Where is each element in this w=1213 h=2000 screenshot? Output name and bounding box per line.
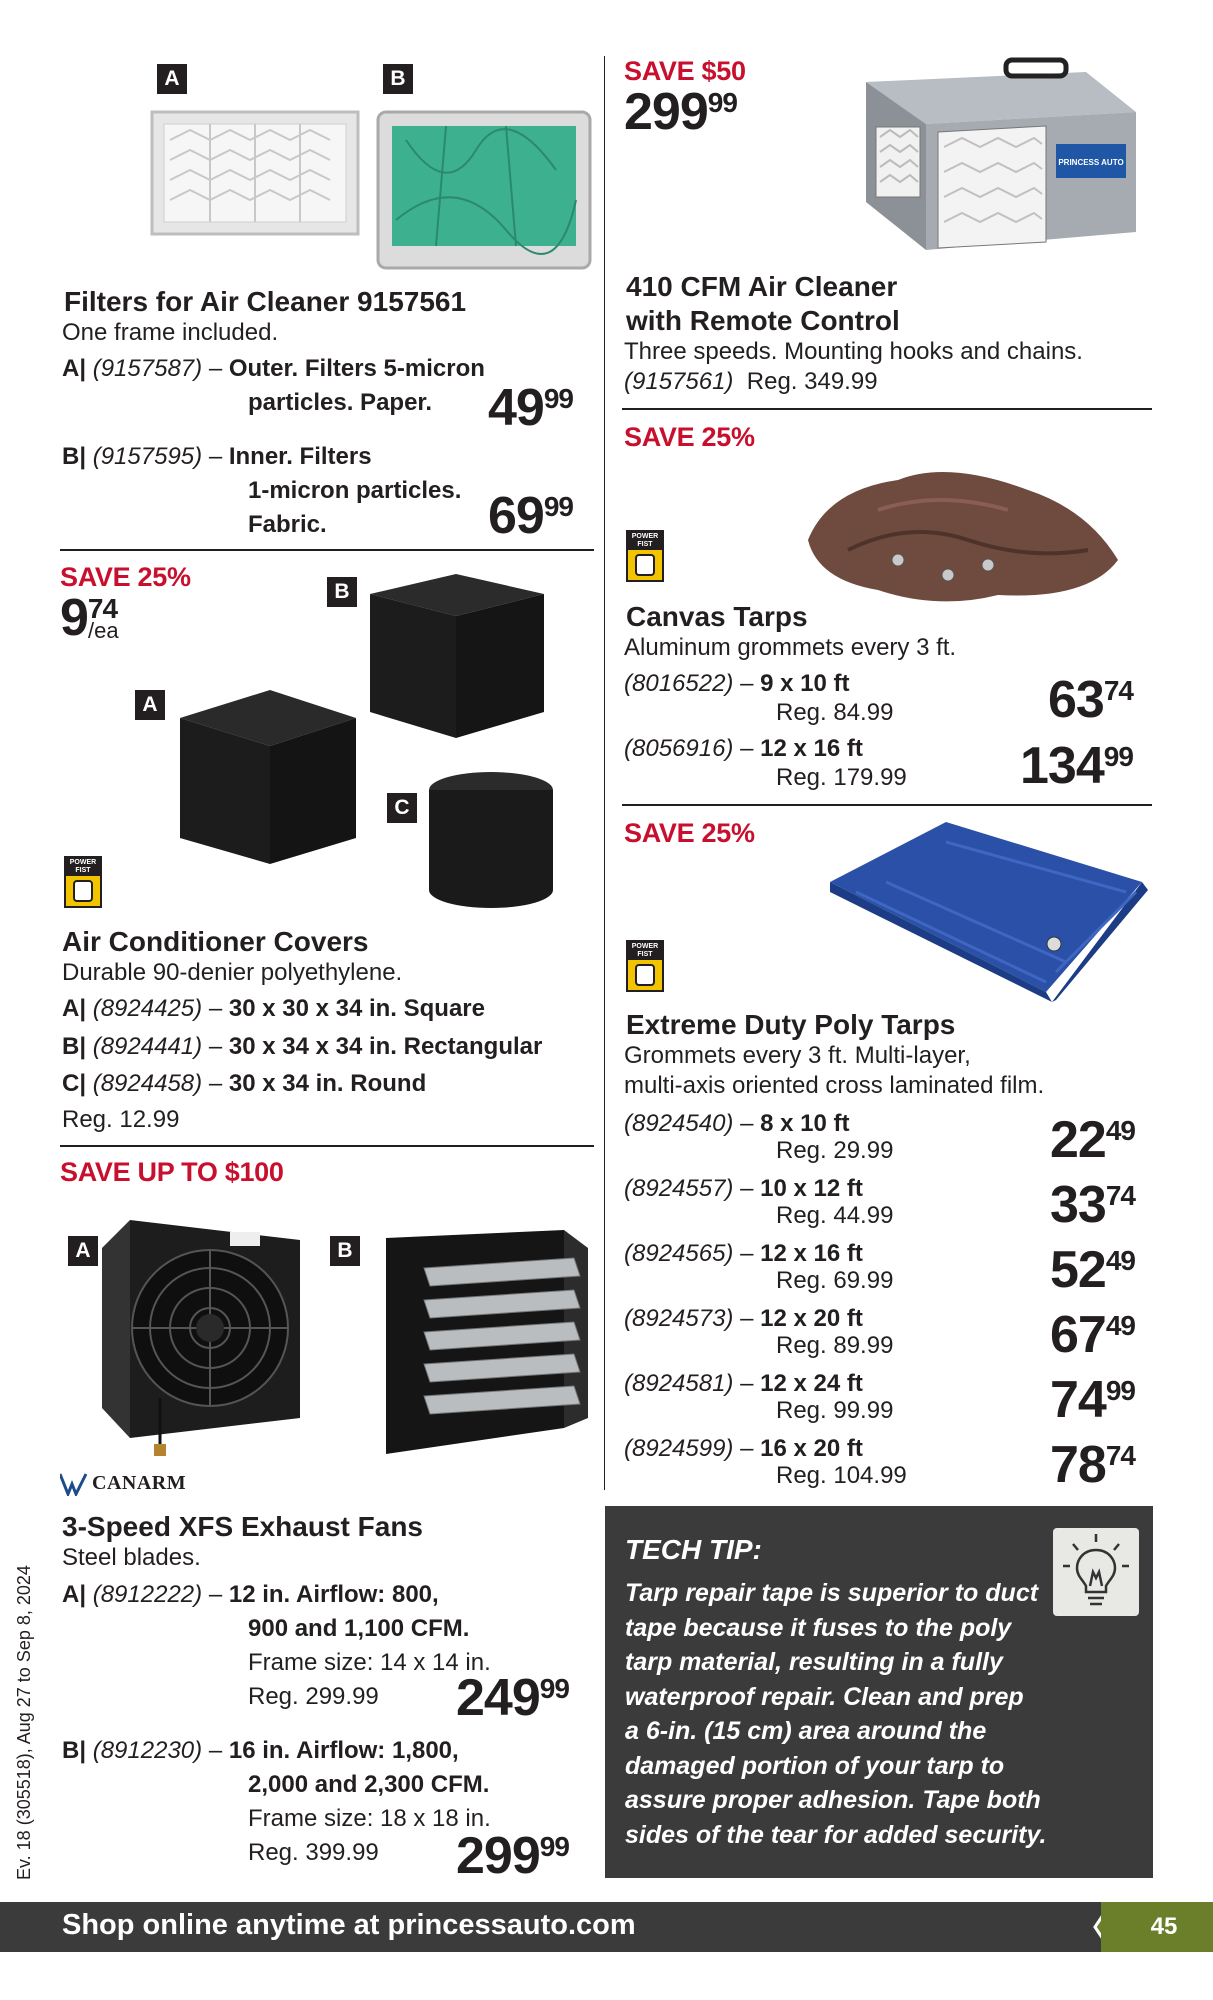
canvas-tarp-image [788,450,1138,620]
filters-item-a-line2 [248,387,432,418]
fan-b-frame: Frame size: 18 x 18 in. [248,1805,491,1832]
power-fist-logo [626,940,664,992]
filters-title: Filters for Air Cleaner 9157561 [64,286,467,317]
price-cents: 99 [543,491,573,522]
price-cents: 49 [1105,1310,1135,1341]
badge-b: B [383,64,413,94]
ac-covers-desc: Durable 90-denier polyethylene. [62,959,403,986]
poly-tarp-price [1050,1111,1135,1169]
item-letter: B| [62,443,87,470]
item-letter: B| [62,1033,87,1060]
item-sku: (8924425) [92,995,203,1022]
badge-a: A [68,1236,98,1266]
section-divider [622,408,1152,410]
item-letter: A| [62,1581,87,1608]
item-sku: (8924573) [624,1305,734,1332]
item-dash: – [740,1175,754,1202]
item-spec: Fabric. [248,511,327,538]
item-spec: 900 and 1,100 CFM. [248,1615,470,1642]
poly-tarp-reg: Reg. 104.99 [776,1462,907,1489]
price-cents: 99 [539,1831,569,1862]
item-spec: 16 in. Airflow: 1,800, [228,1737,459,1764]
item-spec: 1-micron particles. [248,477,462,504]
item-spec: 16 x 20 ft [760,1435,863,1462]
fabric-filter-image [376,110,592,270]
price-cents: 74 [1103,675,1133,706]
fan-b-line1 [62,1735,459,1766]
price-dollars: 67 [1050,1306,1106,1364]
canvas-tarps-desc: Aluminum grommets every 3 ft. [624,634,957,661]
item-spec: 10 x 12 ft [760,1175,863,1202]
tech-tip-title: TECH TIP: [625,1534,762,1565]
price-dollars: 249 [456,1669,540,1727]
air-cleaner-desc: Three speeds. Mounting hooks and chains. [624,338,1083,365]
fist-icon [73,880,93,902]
page-number: 45 [1101,1902,1213,1952]
tech-tip-line: assure proper adhesion. Tape both [625,1786,1041,1814]
price-cents: 99 [1105,1375,1135,1406]
item-dash: – [740,735,754,762]
item-spec: 8 x 10 ft [760,1110,850,1137]
item-letter: A| [62,995,87,1022]
item-spec: 30 x 34 x 34 in. Rectangular [228,1033,543,1060]
tech-tip-body [625,1576,1055,1852]
price-cents: 49 [1105,1115,1135,1146]
fan-b-image [384,1228,590,1456]
item-dash: – [208,1070,223,1097]
price-cents: 74 [1105,1440,1135,1471]
item-dash: – [208,355,223,382]
power-fist-text: POWER FIST [66,858,100,876]
item-spec: 30 x 34 in. Round [228,1070,427,1097]
item-spec: Outer. Filters 5-micron [228,355,485,382]
item-sku: (8912222) [92,1581,203,1608]
filters-item-b-line2 [248,475,461,506]
poly-tarp-image [826,822,1156,1002]
filters-desc: One frame included. [62,319,279,346]
item-dash: – [740,670,754,697]
canvas-tarps-save: SAVE 25% [624,422,755,452]
canvas-tarp-price-2 [1020,737,1133,795]
power-fist-logo [64,856,102,908]
filters-item-a-line1 [62,353,485,384]
badge-a: A [135,690,165,720]
canvas-tarp-row-1 [624,668,850,699]
item-spec: 2,000 and 2,300 CFM. [248,1771,490,1798]
item-spec: particles. Paper. [248,389,433,416]
air-cleaner-price [624,83,737,141]
section-divider [622,804,1152,806]
item-dash: – [740,1305,754,1332]
fan-a-line1 [62,1579,439,1610]
price-dollars: 74 [1050,1371,1106,1429]
fan-a-reg: Reg. 299.99 [248,1683,379,1710]
poly-tarp-price [1050,1436,1135,1494]
rectangular-cover-image [366,572,548,740]
poly-tarps-desc-1: Grommets every 3 ft. Multi-layer, [624,1042,971,1069]
fan-b-line2 [248,1769,489,1800]
item-sku: (8924557) [624,1175,734,1202]
price-cents: 74 [1105,1180,1135,1211]
air-cleaner-save: SAVE $50 [624,56,746,86]
poly-tarp-row [624,1368,863,1399]
tech-tip-line: tape because it fuses to the poly [625,1613,1012,1642]
fan-a-line2 [248,1613,469,1644]
item-sku: (8016522) [624,670,734,697]
item-letter: C| [62,1070,87,1097]
canarm-logo-icon [60,1472,90,1496]
price-cents: 99 [539,1673,569,1704]
price-dollars: 52 [1050,1241,1106,1299]
tech-tip-line: sides of the tear for added security. [625,1820,1047,1849]
price-cents: 99 [1103,741,1133,772]
price-cents: 99 [707,87,737,118]
item-sku: (8924565) [624,1240,734,1267]
item-dash: – [740,1240,754,1267]
power-fist-logo [626,530,664,582]
canvas-tarp-reg-2: Reg. 179.99 [776,764,907,791]
section-divider [60,1145,594,1147]
canarm-brand: CANARM [92,1472,187,1494]
canvas-tarps-title: Canvas Tarps [626,601,808,632]
ac-cover-row-b [62,1031,542,1062]
item-sku: (8924441) [92,1033,203,1060]
item-spec: 30 x 30 x 34 in. Square [228,995,485,1022]
poly-tarp-reg: Reg. 44.99 [776,1202,894,1229]
fan-b-price [456,1827,569,1885]
fan-b-reg: Reg. 399.99 [248,1839,379,1866]
poly-tarp-row [624,1433,863,1464]
fist-icon [635,554,655,576]
poly-tarps-desc-2: multi-axis oriented cross laminated film. [624,1072,1045,1099]
item-dash: – [740,1110,754,1137]
poly-tarp-price [1050,1176,1135,1234]
price-dollars: 63 [1048,671,1104,729]
tech-tip-line: waterproof repair. Clean and prep [625,1682,1024,1711]
price-cents: 49 [1105,1245,1135,1276]
filters-item-a-price [488,379,573,437]
price-cents: 74 [87,593,118,624]
exhaust-fans-save: SAVE UP TO $100 [60,1157,284,1187]
shop-online-link[interactable]: Shop online anytime at princessauto.com [62,1909,636,1941]
item-sku: (9157587) [92,355,203,382]
tech-tip-line: Tarp repair tape is superior to duct [625,1579,1039,1607]
power-fist-text: POWER FIST [628,532,662,550]
canvas-tarp-reg-1: Reg. 84.99 [776,699,894,726]
badge-b: B [330,1236,360,1266]
tech-tip-line: a 6-in. (15 cm) area around the [625,1717,987,1745]
air-cleaner-sku: (9157561) [624,368,734,395]
poly-tarp-price [1050,1306,1135,1364]
air-cleaner-image [836,52,1142,256]
poly-tarp-price [1050,1241,1135,1299]
badge-a: A [157,64,187,94]
poly-tarp-reg: Reg. 99.99 [776,1397,894,1424]
item-spec: 9 x 10 ft [760,670,850,697]
price-dollars: 9 [60,589,88,647]
ac-covers-title: Air Conditioner Covers [62,926,369,957]
ac-cover-row-c [62,1068,426,1099]
filters-item-b-line1 [62,441,372,472]
item-dash: – [208,1033,223,1060]
badge-b: B [327,577,357,607]
poly-tarp-reg: Reg. 29.99 [776,1137,894,1164]
exhaust-fans-title: 3-Speed XFS Exhaust Fans [62,1511,423,1542]
price-dollars: 69 [488,487,544,545]
price-dollars: 299 [456,1827,540,1885]
column-divider [604,56,605,1490]
canvas-tarp-price-1 [1048,671,1133,729]
item-dash: – [740,1435,754,1462]
item-sku: (8924581) [624,1370,734,1397]
item-dash: – [208,443,223,470]
item-dash: – [740,1370,754,1397]
item-spec: 12 in. Airflow: 800, [228,1581,439,1608]
item-spec: Inner. Filters [228,443,372,470]
tech-tip-line: damaged portion of your tarp to [625,1751,1005,1780]
tech-tip-box [605,1506,1153,1878]
item-dash: – [208,1737,223,1764]
price-dollars: 134 [1020,737,1104,795]
poly-tarp-price [1050,1371,1135,1429]
poly-tarp-row [624,1173,863,1204]
square-cover-image [170,688,360,868]
paper-filter-image [150,110,360,236]
poly-tarp-reg: Reg. 89.99 [776,1332,894,1359]
fan-a-image [100,1218,306,1458]
air-cleaner-reg: Reg. 349.99 [746,368,878,395]
ac-covers-save: SAVE 25% [60,562,191,592]
item-letter: A| [62,355,87,382]
air-cleaner-title-2: with Remote Control [626,305,900,336]
item-letter: B| [62,1737,87,1764]
item-sku: (8924458) [92,1070,203,1097]
price-dollars: 33 [1050,1176,1106,1234]
item-sku: (8056916) [624,735,734,762]
fan-a-price [456,1669,569,1727]
poly-tarp-reg: Reg. 69.99 [776,1267,894,1294]
power-fist-text: POWER FIST [628,942,662,960]
poly-tarps-save: SAVE 25% [624,818,755,848]
lightbulb-icon [1053,1528,1139,1616]
item-spec: 12 x 16 ft [760,1240,863,1267]
item-sku: (8924540) [624,1110,734,1137]
price-cents: 99 [543,383,573,414]
air-cleaner-sku-line [624,367,878,397]
price-dollars: 78 [1050,1436,1106,1494]
item-dash: – [208,1581,223,1608]
filters-item-b-price [488,487,573,545]
item-sku: (8912230) [92,1737,203,1764]
poly-tarp-row [624,1108,850,1139]
item-spec: 12 x 20 ft [760,1305,863,1332]
badge-c: C [387,793,417,823]
price-dollars: 49 [488,379,544,437]
poly-tarp-row [624,1238,863,1269]
fist-icon [635,964,655,986]
tech-tip-line: tarp material, resulting in a fully [625,1648,1003,1676]
footer-bar [0,1902,1213,1952]
poly-tarp-row [624,1303,863,1334]
item-sku: (9157595) [92,443,203,470]
round-cover-image [426,770,556,910]
ac-covers-reg: Reg. 12.99 [62,1106,180,1133]
item-sku: (8924599) [624,1435,734,1462]
item-spec: 12 x 24 ft [760,1370,863,1397]
canvas-tarp-row-2 [624,733,863,764]
ac-cover-row-a [62,993,485,1024]
air-cleaner-title-1: 410 CFM Air Cleaner [626,271,898,302]
price-dollars: 299 [624,83,708,141]
ac-covers-price-unit: /ea [88,618,119,643]
air-cleaner-label: PRINCESS AUTO [1058,158,1124,167]
item-spec: 12 x 16 ft [760,735,863,762]
item-dash: – [208,995,223,1022]
section-divider [60,549,594,551]
edition-note: Ev. 18 (305518), Aug 27 to Sep 8, 2024 [14,1565,34,1880]
price-dollars: 22 [1050,1111,1106,1169]
poly-tarps-title: Extreme Duty Poly Tarps [626,1009,956,1040]
fan-a-frame: Frame size: 14 x 14 in. [248,1649,491,1676]
filters-item-b-line3 [248,509,327,540]
exhaust-fans-desc: Steel blades. [62,1544,201,1571]
